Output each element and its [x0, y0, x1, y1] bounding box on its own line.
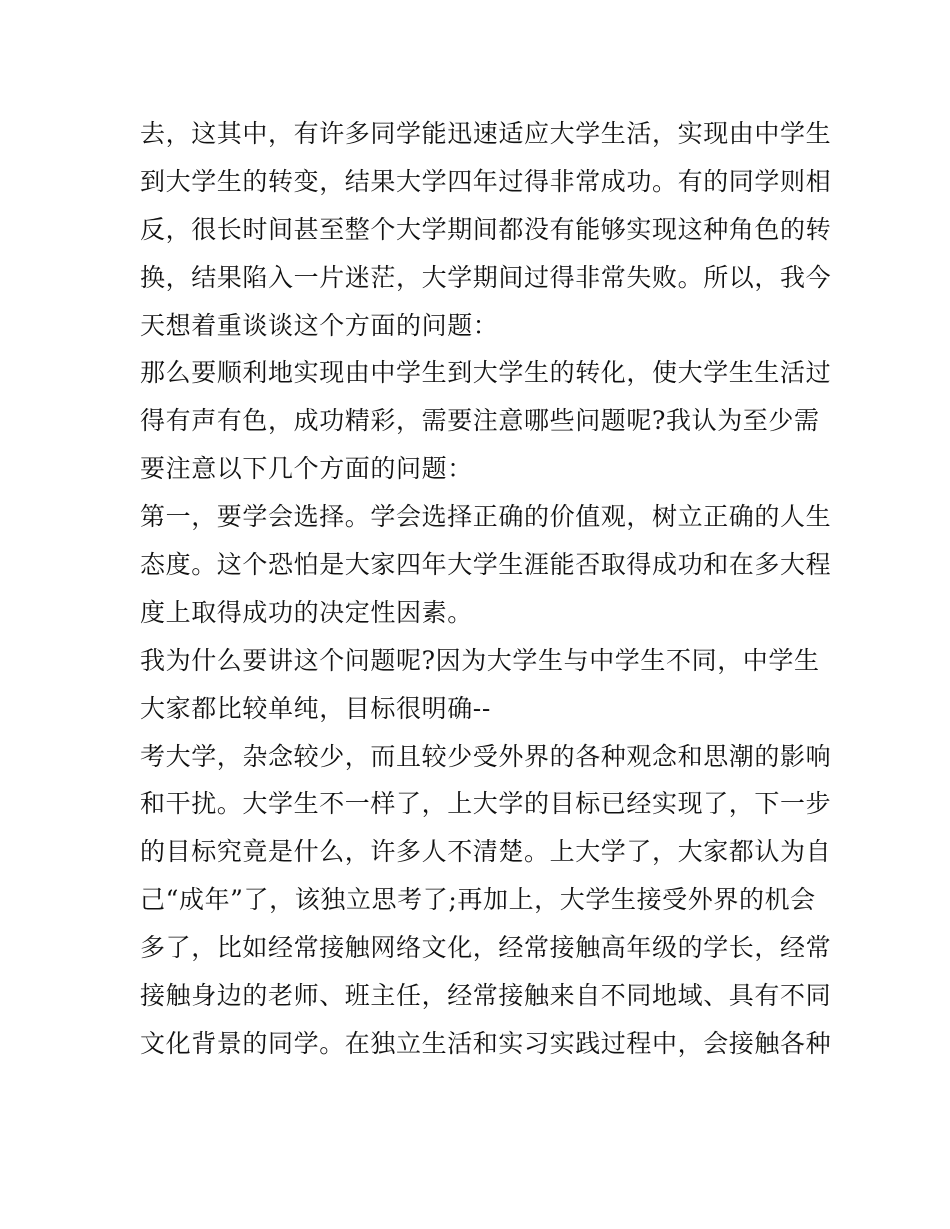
text-line: 换，结果陷入一片迷茫，大学期间过得非常失败。所以，我今	[140, 262, 832, 292]
body-text	[140, 110, 832, 1068]
text-line: 到大学生的转变，结果大学四年过得非常成功。有的同学则相	[140, 166, 832, 196]
text-line: 那么要顺利地实现由中学生到大学生的转化，使大学生生活过	[140, 358, 832, 388]
text-line: 第一，要学会选择。学会选择正确的价值观，树立正确的人生	[140, 502, 832, 532]
text-line: 反，很长时间甚至整个大学期间都没有能够实现这种角色的转	[140, 214, 832, 244]
text-line: 的目标究竟是什么，许多人不清楚。上大学了，大家都认为自	[140, 837, 832, 867]
text-line: 要注意以下几个方面的问题：	[140, 454, 473, 484]
text-line: 得有声有色，成功精彩，需要注意哪些问题呢?我认为至少需	[140, 406, 820, 436]
text-line: 接触身边的老师、班主任，经常接触来自不同地域、具有不同	[140, 981, 832, 1011]
text-line: 去，这其中，有许多同学能迅速适应大学生活，实现由中学生	[140, 119, 832, 148]
text-line: 文化背景的同学。在独立生活和实习实践过程中，会接触各种	[140, 1028, 832, 1058]
text-line: 态度。这个恐怕是大家四年大学生涯能否取得成功和在多大程	[140, 550, 832, 580]
text-line: 多了，比如经常接触网络文化，经常接触高年级的学长，经常	[140, 933, 832, 963]
text-line: 己“成年”了，该独立思考了;再加上，大学生接受外界的机会	[140, 885, 816, 915]
text-line: 天想着重谈谈这个方面的问题：	[140, 310, 499, 340]
text-line: 度上取得成功的决定性因素。	[140, 597, 473, 627]
text-line: 和干扰。大学生不一样了，上大学的目标已经实现了，下一步	[140, 789, 832, 819]
text-line: 我为什么要讲这个问题呢?因为大学生与中学生不同，中学生	[140, 645, 820, 675]
text-line: 大家都比较单纯，目标很明确--	[140, 693, 491, 723]
text-line: 考大学，杂念较少，而且较少受外界的各种观念和思潮的影响	[140, 741, 832, 771]
